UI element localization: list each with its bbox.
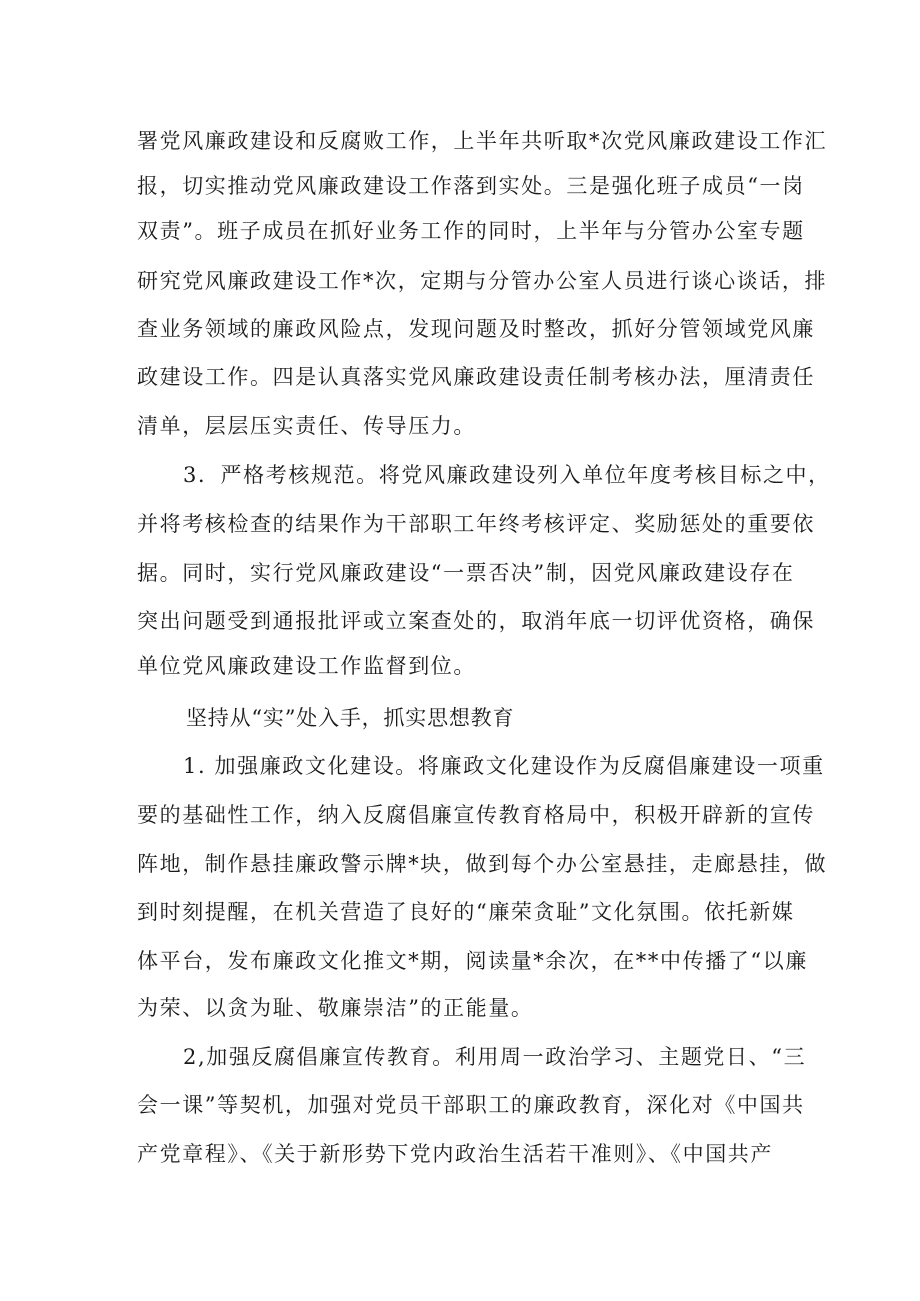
body-line-7: 清单，层层压实责任、传导压力。	[137, 414, 476, 438]
body-line-12: 单位党风廉政建设工作监督到位。	[137, 654, 476, 678]
body-line-18: 体平台，发布廉政文化推文*期，阅读量*余次，在**中传播了“以廉	[137, 949, 808, 973]
body-line-5: 查业务领域的廉政风险点，发现问题及时整改，抓好分管领域党风廉	[137, 317, 815, 341]
body-line-19: 为荣、以贪为耻、敬廉崇洁”的正能量。	[137, 996, 534, 1020]
body-line-1: 署党风廉政建设和反腐败工作，上半年共听取*次党风廉政建设工作汇	[137, 129, 828, 153]
body-line-15: 要的基础性工作，纳入反腐倡廉宣传教育格局中，积极开辟新的宣传	[137, 803, 815, 827]
body-line-22: 产党章程》、《关于新形势下党内政治生活若干准则》、《中国共产	[137, 1142, 773, 1166]
body-line-4: 研究党风廉政建设工作*次，定期与分管办公室人员进行谈心谈话，排	[137, 269, 828, 293]
body-line-21: 会一课”等契机，加强对党员干部职工的廉政教育，深化对《中国共	[137, 1093, 805, 1117]
item-2-first-line: 2,加强反腐倡廉宣传教育。利用周一政治学习、主题党日、“三	[183, 1045, 807, 1069]
body-line-9: 并将考核检查的结果作为干部职工年终考核评定、奖励惩处的重要依	[137, 512, 815, 536]
body-line-2: 报，切实推动党风廉政建设工作落到实处。三是强化班子成员“一岗	[137, 174, 805, 198]
body-line-17: 到时刻提醒，在机关营造了良好的“廉荣贪耻”文化氛围。依托新媒	[137, 900, 795, 924]
body-line-10: 据。同时，实行党风廉政建设“一票否决”制，因党风廉政建设存在	[137, 561, 795, 585]
body-line-3: 双责”。班子成员在抓好业务工作的同时，上半年与分管办公室专题	[137, 219, 805, 243]
section-heading: 坚持从“实”处入手，抓实思想教育	[186, 706, 515, 730]
section-3-first-line: 3．严格考核规范。将党风廉政建设列入单位年度考核目标之中，	[183, 463, 831, 487]
body-line-6: 政建设工作。四是认真落实党风廉政建设责任制考核办法，厘清责任	[137, 365, 815, 389]
body-line-11: 突出问题受到通报批评或立案查处的，取消年底一切评优资格，确保	[137, 609, 815, 633]
body-line-16: 阵地，制作悬挂廉政警示牌*块，做到每个办公室悬挂，走廊悬挂，做	[137, 852, 828, 876]
item-1-first-line: 1. 加强廉政文化建设。将廉政文化建设作为反腐倡廉建设一项重	[183, 754, 825, 778]
